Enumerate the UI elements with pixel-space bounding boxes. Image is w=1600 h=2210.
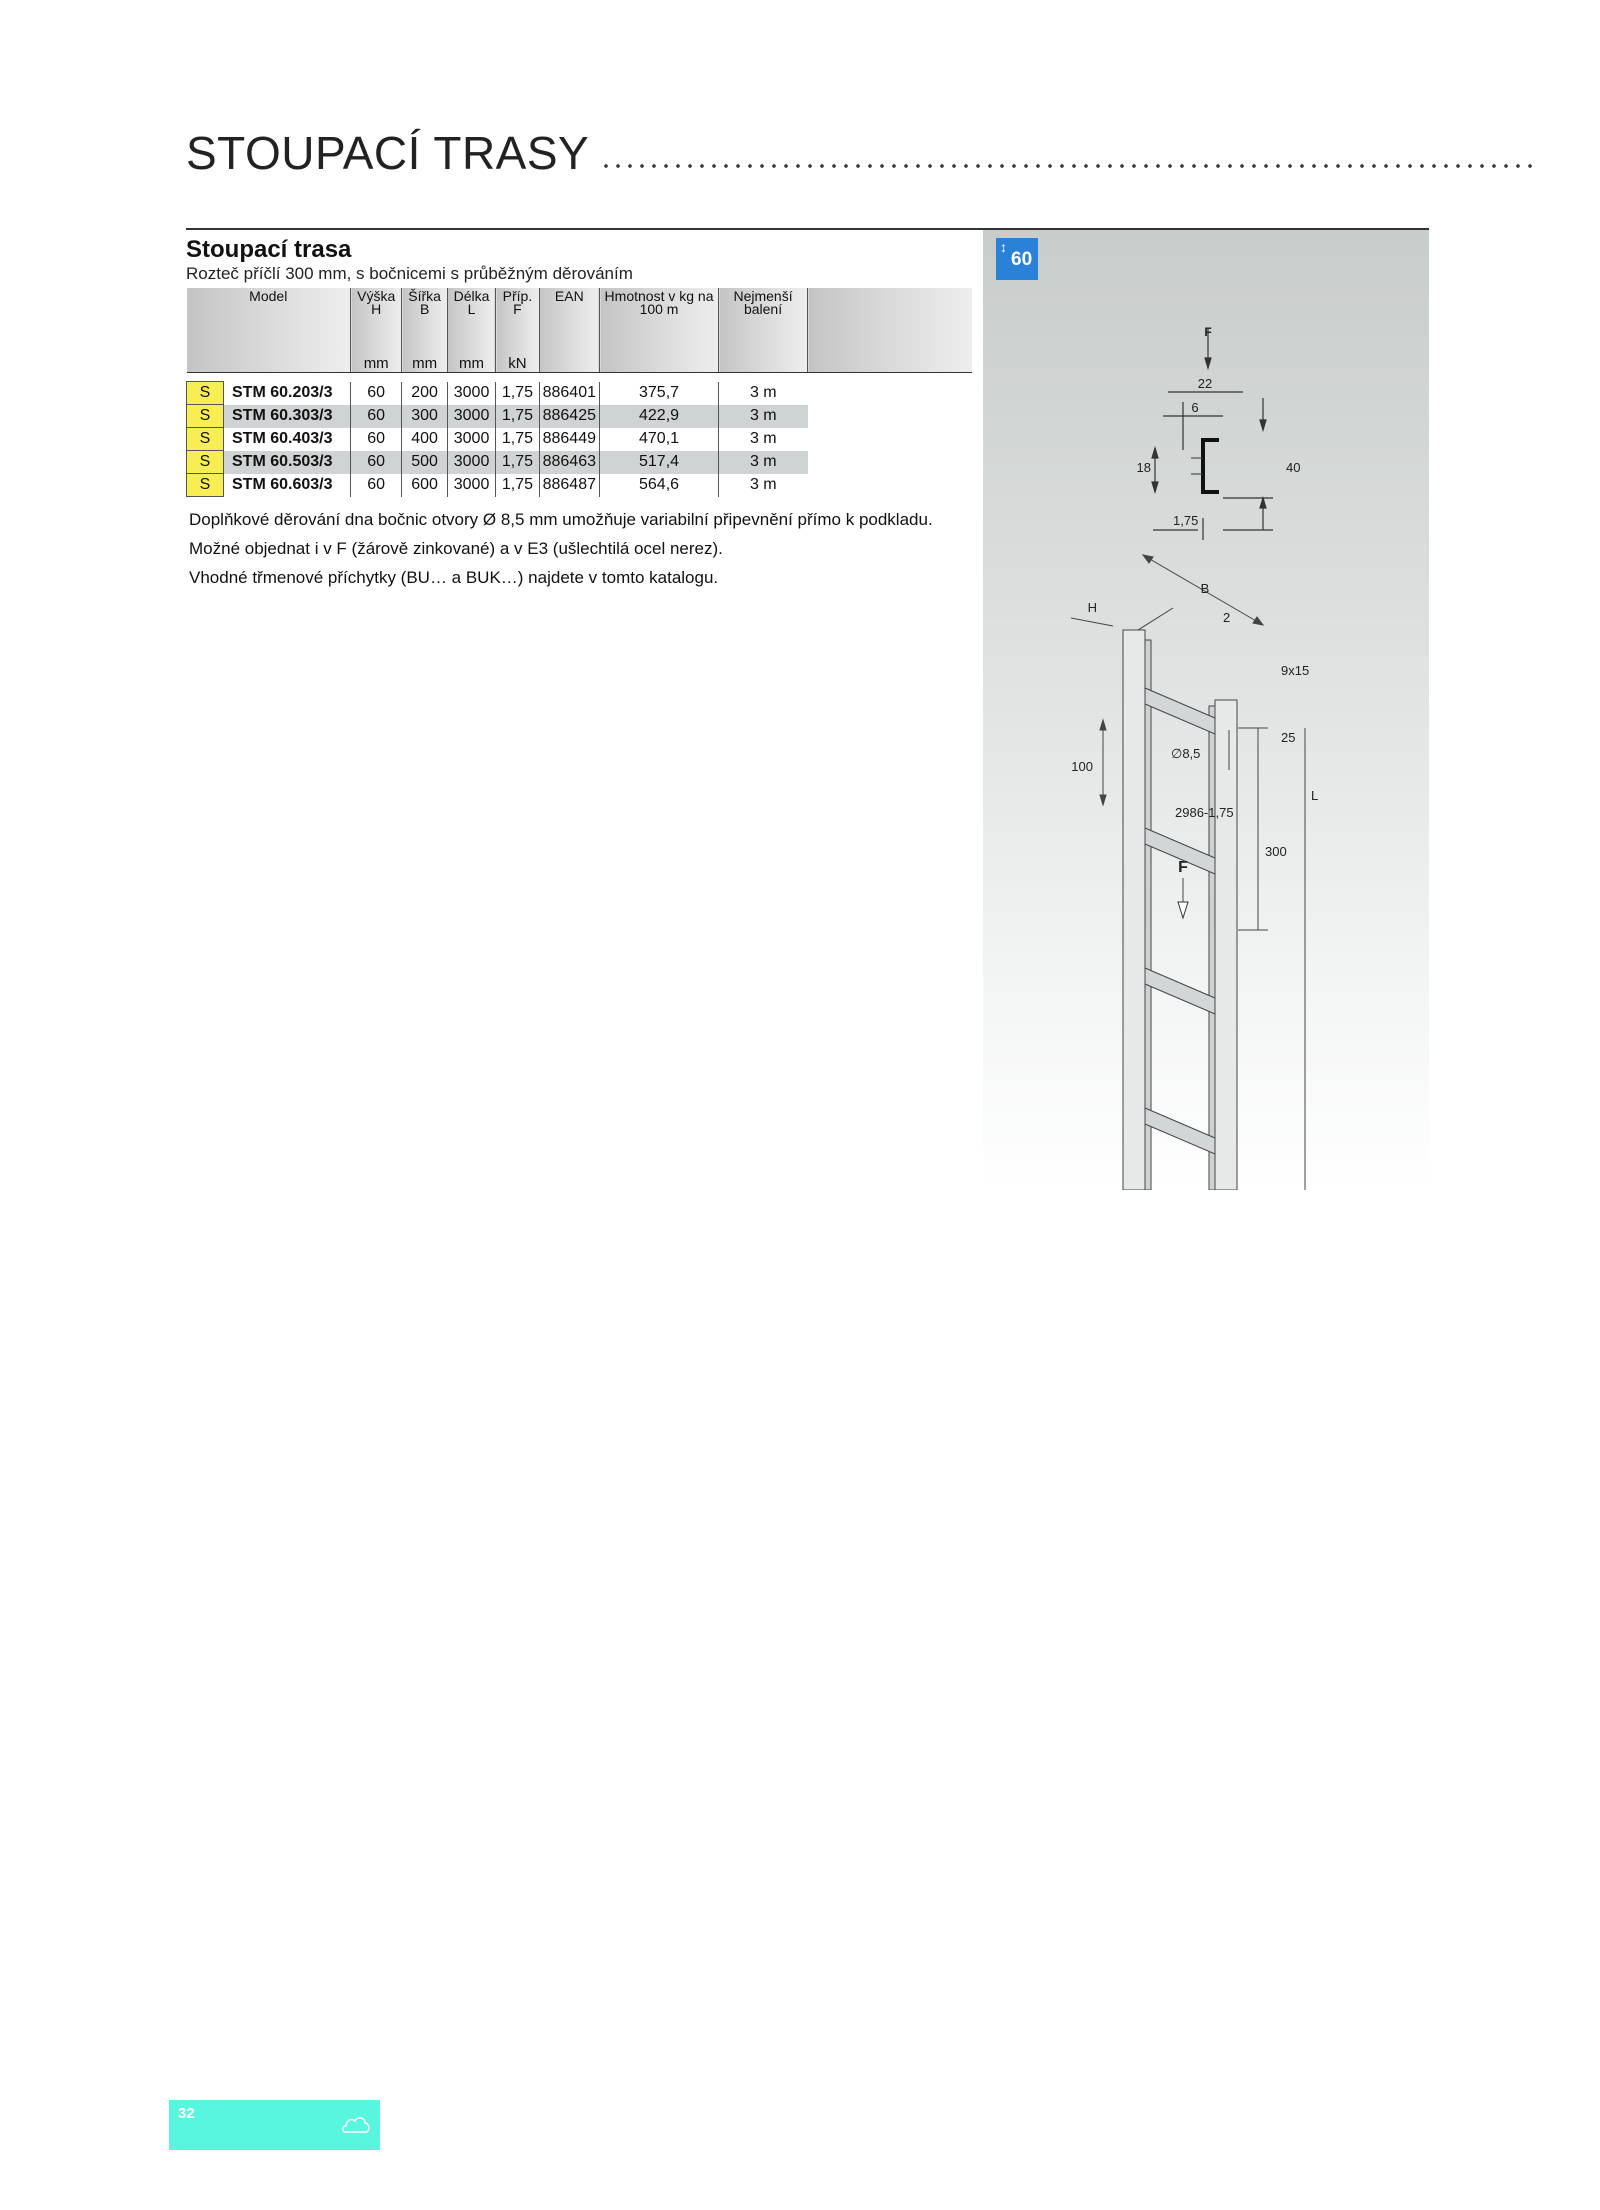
length-cell: 3000 [447, 428, 495, 451]
pack-cell: 3 m [719, 382, 808, 405]
unit-load: kN [496, 350, 539, 373]
col-header-ean: EAN [539, 288, 599, 350]
height-badge [996, 238, 1038, 280]
height-cell: 60 [351, 428, 402, 451]
height-cell: 60 [351, 474, 402, 497]
height-arrow-icon: ↕ [1000, 239, 1007, 255]
notes [189, 505, 933, 592]
ladder-label-l: L [1311, 788, 1319, 803]
ladder-dim-300: 300 [1265, 844, 1287, 859]
note-drilling: Doplňkové děrování dna bočnic otvory Ø 8,5 mm umožňuje variabilní připevnění přímo k podkladu. [189, 510, 933, 529]
profile-dim-22: 22 [1197, 376, 1213, 391]
ladder-dim-hole: ∅8,5 [1171, 746, 1201, 761]
load-cell: 1,75 [496, 451, 539, 474]
ean-cell: 886401 [539, 382, 599, 405]
ean-cell: 886463 [539, 451, 599, 474]
col-header-height: Výška H [351, 288, 402, 350]
spec-table [186, 288, 972, 497]
section-title: Stoupací trasa [186, 236, 352, 263]
weight-cell: 422,9 [600, 405, 719, 428]
diagram-panel [983, 230, 1429, 1190]
width-cell: 400 [402, 428, 447, 451]
badge-value: 60 [1011, 249, 1033, 270]
stock-marker: S [187, 382, 224, 405]
ladder-dim-25: 25 [1281, 730, 1296, 745]
table-row [187, 451, 973, 474]
weight-cell: 375,7 [600, 382, 719, 405]
note-clamps: Vhodné třmenové příchytky (BU… a BUK…) najdete v tomto katalogu. [189, 568, 719, 587]
unit-height: mm [351, 350, 402, 373]
note-materials: Možné objednat i v F (žárově zinkované) a v E3 (ušlechtilá ocel nerez). [189, 539, 723, 558]
model-cell: STM 60.203/3 [232, 384, 333, 401]
width-cell: 600 [402, 474, 447, 497]
stock-marker: S [187, 405, 224, 428]
model-cell: STM 60.603/3 [232, 476, 333, 493]
height-cell: 60 [351, 405, 402, 428]
profile-dim-40: 40 [1286, 460, 1301, 475]
footer-page-tab [169, 2100, 380, 2150]
table-row [187, 474, 973, 497]
header-fill [808, 350, 973, 373]
length-cell: 3000 [447, 382, 495, 405]
col-header-pack: Nejmenší balení [719, 288, 808, 350]
ladder-dim-2: 2 [1223, 610, 1231, 625]
col-header-model: Model [187, 288, 351, 350]
weight-cell: 564,6 [600, 474, 719, 497]
col-header-length: Délka L [447, 288, 495, 350]
load-cell: 1,75 [496, 474, 539, 497]
table-header-row [187, 288, 973, 350]
table-row [187, 382, 973, 405]
model-cell: STM 60.503/3 [224, 451, 351, 474]
unit-width: mm [402, 350, 447, 373]
stock-marker: S [187, 428, 224, 451]
ladder-dim-length: 2986-1,75 [1175, 805, 1234, 820]
pack-cell: 3 m [719, 474, 808, 497]
stock-marker: S [187, 474, 224, 497]
section-subtitle: Rozteč příčlí 300 mm, s bočnicemi s průběžným děrováním [186, 264, 633, 283]
page-number: 32 [178, 2105, 195, 2122]
ladder-dim-100: 100 [1071, 759, 1093, 774]
col-header-width: Šířka B [402, 288, 447, 350]
weight-cell: 470,1 [600, 428, 719, 451]
length-cell: 3000 [447, 474, 495, 497]
unit-length: mm [447, 350, 495, 373]
ladder-label-h: H [1087, 600, 1097, 615]
ean-cell: 886449 [539, 428, 599, 451]
load-cell: 1,75 [496, 405, 539, 428]
profile-section-drawing [1152, 328, 1273, 540]
pack-cell: 3 m [719, 428, 808, 451]
stock-marker: S [187, 451, 224, 474]
ladder-label-b: B [1200, 581, 1210, 596]
load-cell: 1,75 [496, 428, 539, 451]
width-cell: 300 [402, 405, 447, 428]
table-units-row [187, 350, 973, 373]
weight-cell: 517,4 [600, 451, 719, 474]
pack-cell: 3 m [719, 451, 808, 474]
profile-dim-1-75: 1,75 [1173, 513, 1199, 528]
ladder-drawing [1071, 555, 1305, 1190]
load-cell: 1,75 [496, 382, 539, 405]
ean-cell: 886425 [539, 405, 599, 428]
model-cell: STM 60.303/3 [224, 405, 351, 428]
profile-dim-18: 18 [1136, 460, 1151, 475]
width-cell: 200 [402, 382, 447, 405]
col-header-load: Příp. F [496, 288, 539, 350]
profile-label-f: F [1204, 325, 1212, 339]
page-title: STOUPACÍ TRASY [186, 127, 590, 179]
col-header-weight: Hmotnost v kg na 100 m [600, 288, 719, 350]
length-cell: 3000 [447, 451, 495, 474]
ladder-dim-slot: 9x15 [1281, 663, 1310, 678]
table-row [187, 428, 973, 451]
technical-drawing [983, 230, 1429, 1190]
header-fill [808, 288, 973, 350]
model-cell: STM 60.403/3 [232, 430, 333, 447]
width-cell: 500 [402, 451, 447, 474]
height-cell: 60 [351, 382, 402, 405]
cloud-outline-icon [341, 2110, 371, 2140]
title-leader-dots [600, 163, 1540, 169]
unit-ean [539, 350, 599, 373]
pack-cell: 3 m [719, 405, 808, 428]
length-cell: 3000 [447, 405, 495, 428]
table-row [187, 405, 973, 428]
unit-weight [600, 350, 719, 373]
unit-model [187, 350, 351, 373]
height-cell: 60 [351, 451, 402, 474]
ean-cell: 886487 [539, 474, 599, 497]
ladder-load-f: F [1178, 859, 1188, 876]
unit-pack [719, 350, 808, 373]
profile-dim-6: 6 [1191, 400, 1199, 415]
